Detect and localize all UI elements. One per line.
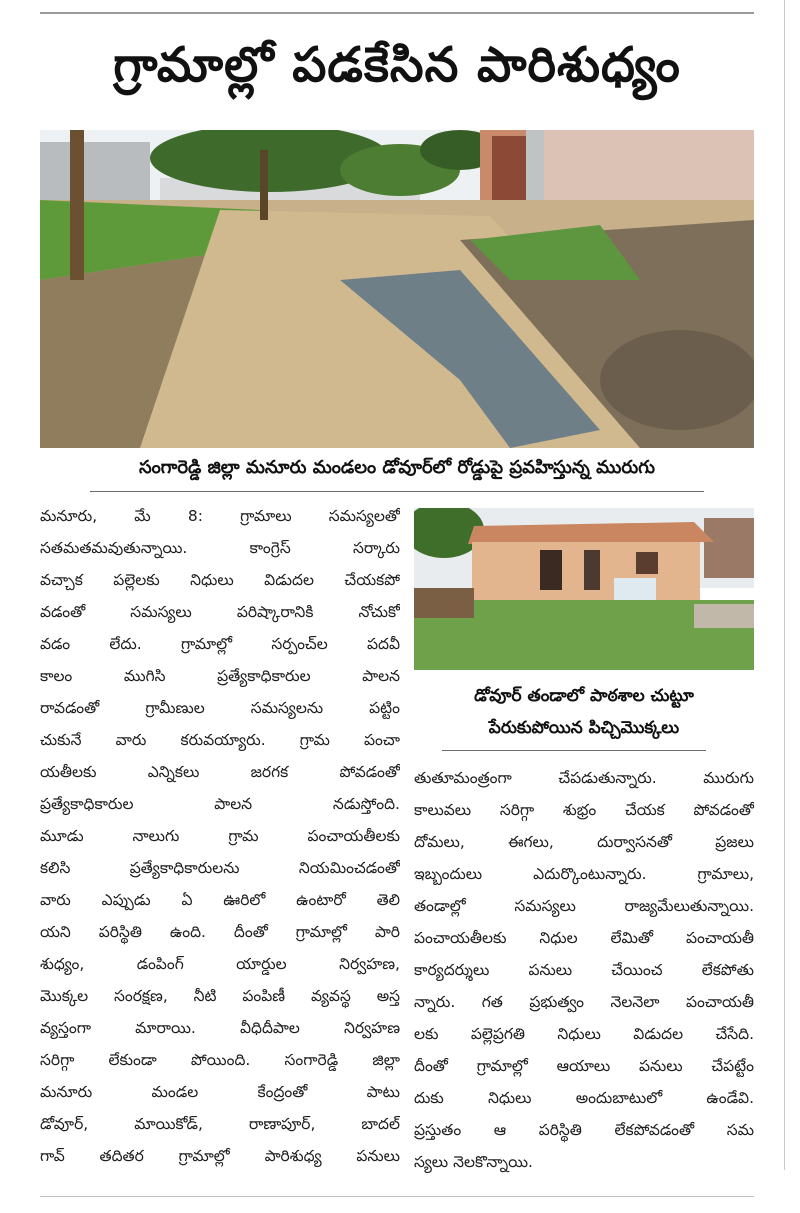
article-body-left-column: [40, 500, 400, 1172]
body-line: మనూరు, మే 8: గ్రామాలు సమస్యలతో: [40, 507, 400, 525]
side-caption-divider: [442, 750, 706, 751]
school-caption-line: పేరుకుపోయిన పిచ్చిమొక్కలు: [488, 718, 680, 738]
body-line: కాలం ముగిసి ప్రత్యేకాధికారుల పాలన: [40, 667, 400, 685]
bottom-rule: [40, 1196, 754, 1197]
headline: గ్రామాల్లో పడకేసిన పారిశుధ్యం: [113, 37, 681, 93]
body-line: న్నారు. గత ప్రభుత్వం నెలనెలా పంచాయతీ: [414, 993, 754, 1011]
body-line: వడంతో సమస్యలు పరిష్కారానికి నోచుకో: [40, 603, 400, 621]
body-line: కాలువలు సరిగ్గా శుభ్రం చేయక పోవడంతో: [414, 801, 754, 819]
body-line: శుధ్యం, డంపింగ్ యార్డుల నిర్వహణ,: [40, 955, 400, 973]
body-line: తుతూమంత్రంగా చేపడుతున్నారు. మురుగు: [414, 769, 754, 787]
body-line: మొక్కల సంరక్షణ, నీటి పంపిణీ వ్యవస్థ అస్త: [40, 987, 400, 1005]
body-line: వారు ఎప్పుడు ఏ ఊరిలో ఉంటారో తెలి: [40, 891, 400, 909]
body-line: యతీలకు ఎన్నికలు జరగక పోవడంతో: [40, 763, 400, 781]
body-line: కలిసి ప్రత్యేకాధికారులను నియమించడంతో: [40, 859, 400, 877]
school-caption-line: డోవూర్ తండాలో పాఠశాల చుట్టూ: [474, 686, 694, 706]
body-line: వ్యస్తంగా మారాయి. వీధిదీపాల నిర్వహణ: [40, 1019, 400, 1037]
school-photo-caption: [420, 680, 748, 744]
body-line: సరిగ్గా లేకుండా పోయింది. సంగారెడ్డి జిల్లా: [40, 1051, 400, 1069]
caption-divider: [90, 491, 704, 492]
body-line: మనూరు మండల కేంద్రంతో పాటు: [40, 1083, 400, 1101]
body-line: సతమతమవుతున్నాయి. కాంగ్రెస్ సర్కారు: [40, 539, 400, 557]
body-line: పంచాయతీలకు నిధుల లేమితో పంచాయతీ: [414, 929, 754, 947]
body-line: యని పరిస్థితి ఉంది. దీంతో గ్రామాల్లో పారి: [40, 923, 400, 941]
body-line: ప్రత్యేకాధికారుల పాలన నడుస్తోంది.: [40, 795, 400, 813]
body-line: దుకు నిధులు అందుబాటులో ఉండేవి.: [414, 1089, 754, 1107]
top-rule: [40, 12, 754, 14]
body-line: కార్యదర్శులు పనులు చేయించ లేకపోతు: [414, 961, 754, 979]
main-photo-caption: సంగారెడ్డి జిల్లా మనూరు మండలం డోవూర్‌లో రోడ్డుపై ప్రవహిస్తున్న మురుగు: [139, 456, 655, 478]
main-photo: [40, 130, 754, 448]
body-line: దీంతో గ్రామాల్లో ఆయాలు పనులు చేపట్టేం: [414, 1057, 754, 1075]
body-line: డోవూర్, మాయికోడ్, రాణాపూర్, బాదల్: [40, 1115, 400, 1133]
body-line: వడం లేదు. గ్రామాల్లో సర్పంచ్‌ల పదవీ: [40, 635, 400, 653]
body-line: ఇబ్బందులు ఎదుర్కొంటున్నారు. గ్రామాలు,: [414, 865, 754, 883]
body-line: ప్రస్తుతం ఆ పరిస్థితి లేకపోవడంతో సమ: [414, 1121, 754, 1139]
school-photo: [414, 508, 754, 670]
body-line: తండాల్లో సమస్యలు రాజ్యమేలుతున్నాయి.: [414, 897, 754, 915]
body-line: రావడంతో గ్రామీణుల సమస్యలను పట్టిం: [40, 699, 400, 717]
body-line: దోమలు, ఈగలు, దుర్వాసనతో ప్రజలు: [414, 833, 754, 851]
right-column-rule: [784, 0, 785, 1170]
article-body-right-column: [414, 762, 754, 1178]
body-line: స్యలు నెలకొన్నాయి.: [414, 1153, 533, 1171]
body-line: మూడు నాలుగు గ్రామ పంచాయతీలకు: [40, 827, 400, 845]
body-line: చుకునే వారు కరువయ్యారు. గ్రామ పంచా: [40, 731, 400, 749]
body-line: వచ్చాక పల్లెలకు నిధులు విడుదల చేయకపో: [40, 571, 400, 589]
body-line: లకు పల్లెప్రగతి నిధులు విడుదల చేసేది.: [414, 1025, 754, 1043]
body-line: గావ్ తదితర గ్రామాల్లో పారిశుధ్య పనులు: [40, 1147, 400, 1165]
